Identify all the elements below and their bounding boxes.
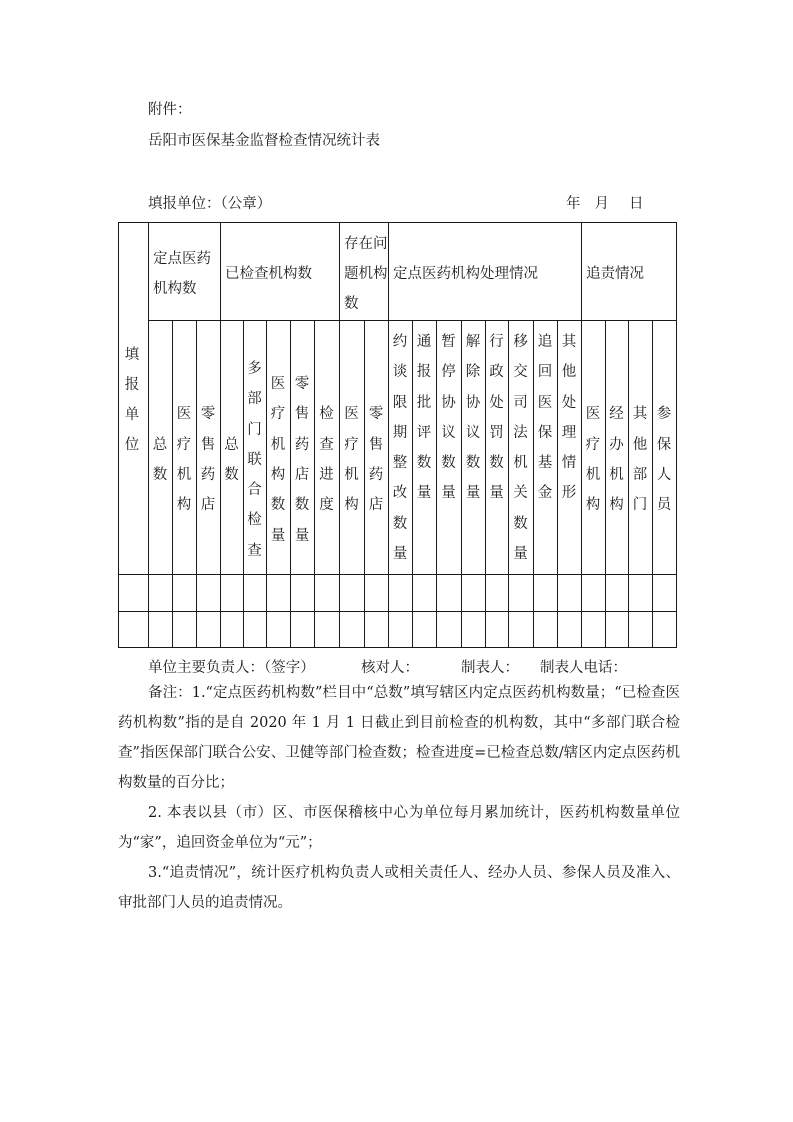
group-header: 定点医药机构处理情况 [393, 266, 538, 282]
date-day: 日 [629, 196, 644, 212]
table-cell[interactable] [414, 613, 435, 646]
table-cell[interactable] [559, 576, 580, 610]
table-cell[interactable] [463, 613, 484, 646]
subcolumn-header: 约谈限期整改数量 [392, 334, 408, 563]
table-cell[interactable] [174, 576, 195, 610]
subcolumn-header: 通报批评数量 [416, 334, 432, 502]
subcolumn-header: 多部门联合检查 [247, 360, 262, 559]
table-cell[interactable] [463, 576, 484, 610]
table-cell[interactable] [120, 576, 147, 610]
table-cell[interactable] [607, 576, 627, 610]
subcolumn-header: 经办机构 [609, 406, 624, 514]
subcolumn-header: 医疗机构 [344, 406, 359, 514]
table-cell[interactable] [222, 613, 242, 646]
subcolumn-header: 解除协议数量 [465, 334, 481, 502]
note-3: 3.“追责情况”，统计医疗机构负责人或相关责任人、经办人员、参保人员及准入、审批部门人员的追责情况。 [118, 865, 680, 911]
subcolumn-header: 暂停协议数量 [441, 334, 456, 502]
table-cell[interactable] [535, 613, 556, 646]
table-cell[interactable] [390, 613, 411, 646]
table-cell[interactable] [222, 576, 242, 610]
table-cell[interactable] [630, 576, 651, 610]
leader-signature-label: 单位主要负责人：（签字） [148, 660, 315, 676]
attachment-label: 附件： [148, 102, 192, 118]
table-cell[interactable] [510, 576, 532, 610]
preparer-phone-label: 制表人电话： [540, 660, 627, 676]
subcolumn-header: 总数 [152, 436, 168, 483]
subcolumn-header: 其他处理情形 [561, 334, 577, 502]
date-month: 月 [594, 196, 609, 212]
table-cell[interactable] [198, 613, 219, 646]
table-cell[interactable] [559, 613, 580, 646]
table-cell[interactable] [292, 613, 313, 646]
date-year: 年 [566, 196, 581, 212]
table-cell[interactable] [245, 613, 265, 646]
group-header: 存在问题机构数 [344, 236, 388, 312]
preparer-label: 制表人： [461, 660, 519, 676]
table-cell[interactable] [607, 613, 627, 646]
note-1: 备注：1.“定点医药机构数”栏目中“总数”填写辖区内定点医药机构数量；“已检查医药机构数”指的是自 2020 年 1 月 1 日截止到目前检查的机构数，其中“多部门联合检查”指医保部门联合公安、卫健等部门检查数；检查进度=已检查总数/辖区内定点医药机构数量的百分比； [118, 685, 680, 791]
subcolumn-header: 参保人员 [656, 406, 672, 514]
table-cell[interactable] [120, 613, 147, 646]
checker-label: 核对人： [361, 660, 419, 676]
subcolumn-header: 零售药店 [368, 406, 384, 514]
table-cell[interactable] [150, 576, 171, 610]
table-cell[interactable] [583, 613, 604, 646]
table-cell[interactable] [316, 576, 338, 610]
table-cell[interactable] [174, 613, 195, 646]
subcolumn-header: 其他部门 [632, 406, 648, 514]
group-header: 定点医药机构数 [153, 251, 211, 297]
table-cell[interactable] [268, 613, 289, 646]
subcolumn-header: 医疗机构 [176, 406, 192, 514]
subcolumn-header: 医疗机构 [585, 406, 601, 514]
subcolumn-header: 检查进度 [319, 406, 334, 514]
group-header: 已检查机构数 [225, 266, 312, 282]
table-cell[interactable] [268, 576, 289, 610]
table-cell[interactable] [487, 576, 507, 610]
date-line [566, 197, 644, 212]
subcolumn-header: 移交司法机关数量 [513, 334, 528, 563]
subcolumn-header: 总数 [224, 436, 239, 483]
subcolumn-header: 追回医保基金 [537, 334, 553, 502]
table-cell[interactable] [316, 613, 338, 646]
table-cell[interactable] [198, 576, 219, 610]
table-cell[interactable] [341, 613, 363, 646]
table-cell[interactable] [654, 613, 675, 646]
table-cell[interactable] [654, 576, 675, 610]
note-2: 2. 本表以县（市）区、市医保稽核中心为单位每月累加统计，医药机构数量单位为“家”，追回资金单位为“元”； [118, 805, 680, 851]
table-cell[interactable] [414, 576, 435, 610]
table-cell[interactable] [487, 613, 507, 646]
table-cell[interactable] [150, 613, 171, 646]
table-cell[interactable] [438, 613, 460, 646]
column-border [676, 222, 677, 648]
table-cell[interactable] [366, 613, 387, 646]
group-header: 追责情况 [586, 266, 644, 282]
document-title: 岳阳市医保基金监督检查情况统计表 [148, 133, 380, 149]
reporting-unit-label: 填报单位：（公章） [148, 196, 272, 212]
table-cell[interactable] [630, 613, 651, 646]
table-cell[interactable] [510, 613, 532, 646]
table-cell[interactable] [245, 576, 265, 610]
table-cell[interactable] [341, 576, 363, 610]
table-cell[interactable] [292, 576, 313, 610]
row-header-reporting-unit: 填报单位 [124, 347, 140, 453]
table-cell[interactable] [390, 576, 411, 610]
subcolumn-header: 零售药店 [200, 406, 216, 514]
table-bottom-border [118, 647, 677, 648]
table-cell[interactable] [366, 576, 387, 610]
subcolumn-header: 零售药店数量 [294, 376, 310, 544]
subcolumn-header: 行政处罚数量 [489, 334, 504, 502]
table-top-border [118, 222, 677, 223]
table-cell[interactable] [583, 576, 604, 610]
table-cell[interactable] [535, 576, 556, 610]
table-cell[interactable] [438, 576, 460, 610]
subcolumn-header: 医疗机构数量 [270, 376, 286, 544]
